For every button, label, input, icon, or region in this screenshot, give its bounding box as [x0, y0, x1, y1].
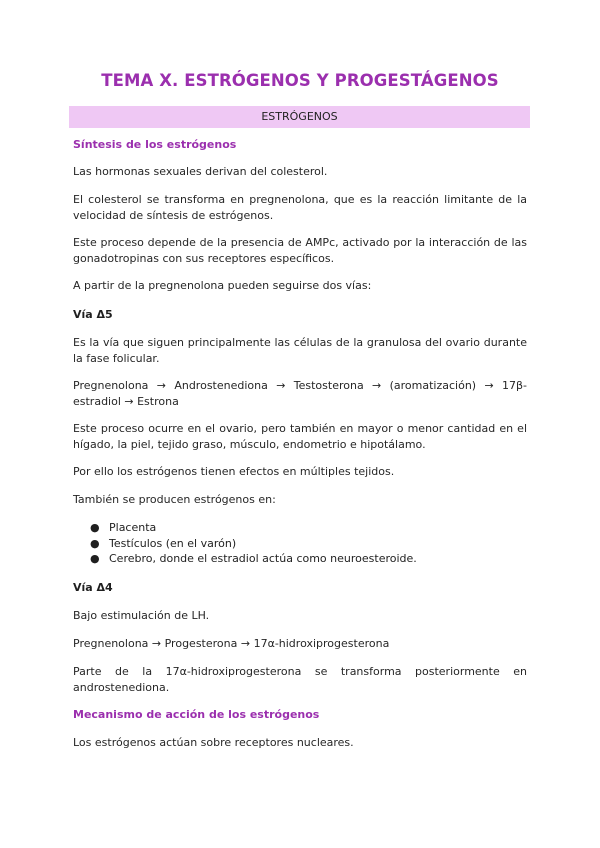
- paragraph-13: Los estrógenos actúan sobre receptores nucleares.: [73, 736, 354, 749]
- paragraph-11-pathway: Pregnenolona → Progesterona → 17α-hidroxiprogesterona: [73, 637, 390, 650]
- page-title: TEMA X. ESTRÓGENOS Y PROGESTÁGENOS: [101, 71, 499, 90]
- paragraph-6-pathway: Pregnenolona → Androstenediona → Testosterona → (aromatización) → 17β-estradiol → Estrona: [73, 379, 527, 408]
- subheading-mecanismo: Mecanismo de acción de los estrógenos: [73, 708, 320, 721]
- paragraph-7: Este proceso ocurre en el ovario, pero también en mayor o menor cantidad en el hígado, la piel, tejido graso, músculo, endometrio e hipotálamo.: [73, 422, 527, 451]
- paragraph-2: El colesterol se transforma en pregnenolona, que es la reacción limitante de la velocidad de síntesis de estrógenos.: [73, 193, 527, 222]
- paragraph-9: También se producen estrógenos en:: [73, 493, 276, 506]
- list-item-text: Cerebro, donde el estradiol actúa como neuroesteroide.: [109, 552, 417, 565]
- list-item: [73, 551, 527, 567]
- paragraph-5: Es la vía que siguen principalmente las células de la granulosa del ovario durante la fase folicular.: [73, 336, 527, 365]
- paragraph-4: A partir de la pregnenolona pueden seguirse dos vías:: [73, 279, 372, 292]
- paragraph-12: Parte de la 17α-hidroxiprogesterona se transforma posteriormente en androstenediona.: [73, 665, 527, 694]
- paragraph-10: Bajo estimulación de LH.: [73, 609, 210, 622]
- paragraph-3: Este proceso depende de la presencia de AMPc, activado por la interacción de las gonadotropinas con sus receptores específicos.: [73, 236, 527, 265]
- bullet-list: [73, 520, 527, 567]
- list-item-text: Placenta: [109, 521, 157, 534]
- subheading-via-delta4: Vía Δ4: [73, 581, 113, 594]
- subheading-sintesis: Síntesis de los estrógenos: [73, 138, 237, 151]
- paragraph-8: Por ello los estrógenos tienen efectos en múltiples tejidos.: [73, 465, 395, 478]
- section-header-band: [69, 106, 530, 128]
- list-item: [73, 520, 527, 536]
- list-item-text: Testículos (en el varón): [109, 536, 237, 550]
- subheading-via-delta5: Vía Δ5: [73, 308, 113, 321]
- paragraph-1: Las hormonas sexuales derivan del colesterol.: [73, 165, 328, 178]
- list-item: [73, 536, 527, 552]
- bullet-marker: ●: [90, 521, 100, 534]
- bullet-marker: ●: [90, 552, 100, 565]
- section-header-label: ESTRÓGENOS: [261, 110, 338, 123]
- bullet-marker: ●: [90, 536, 100, 550]
